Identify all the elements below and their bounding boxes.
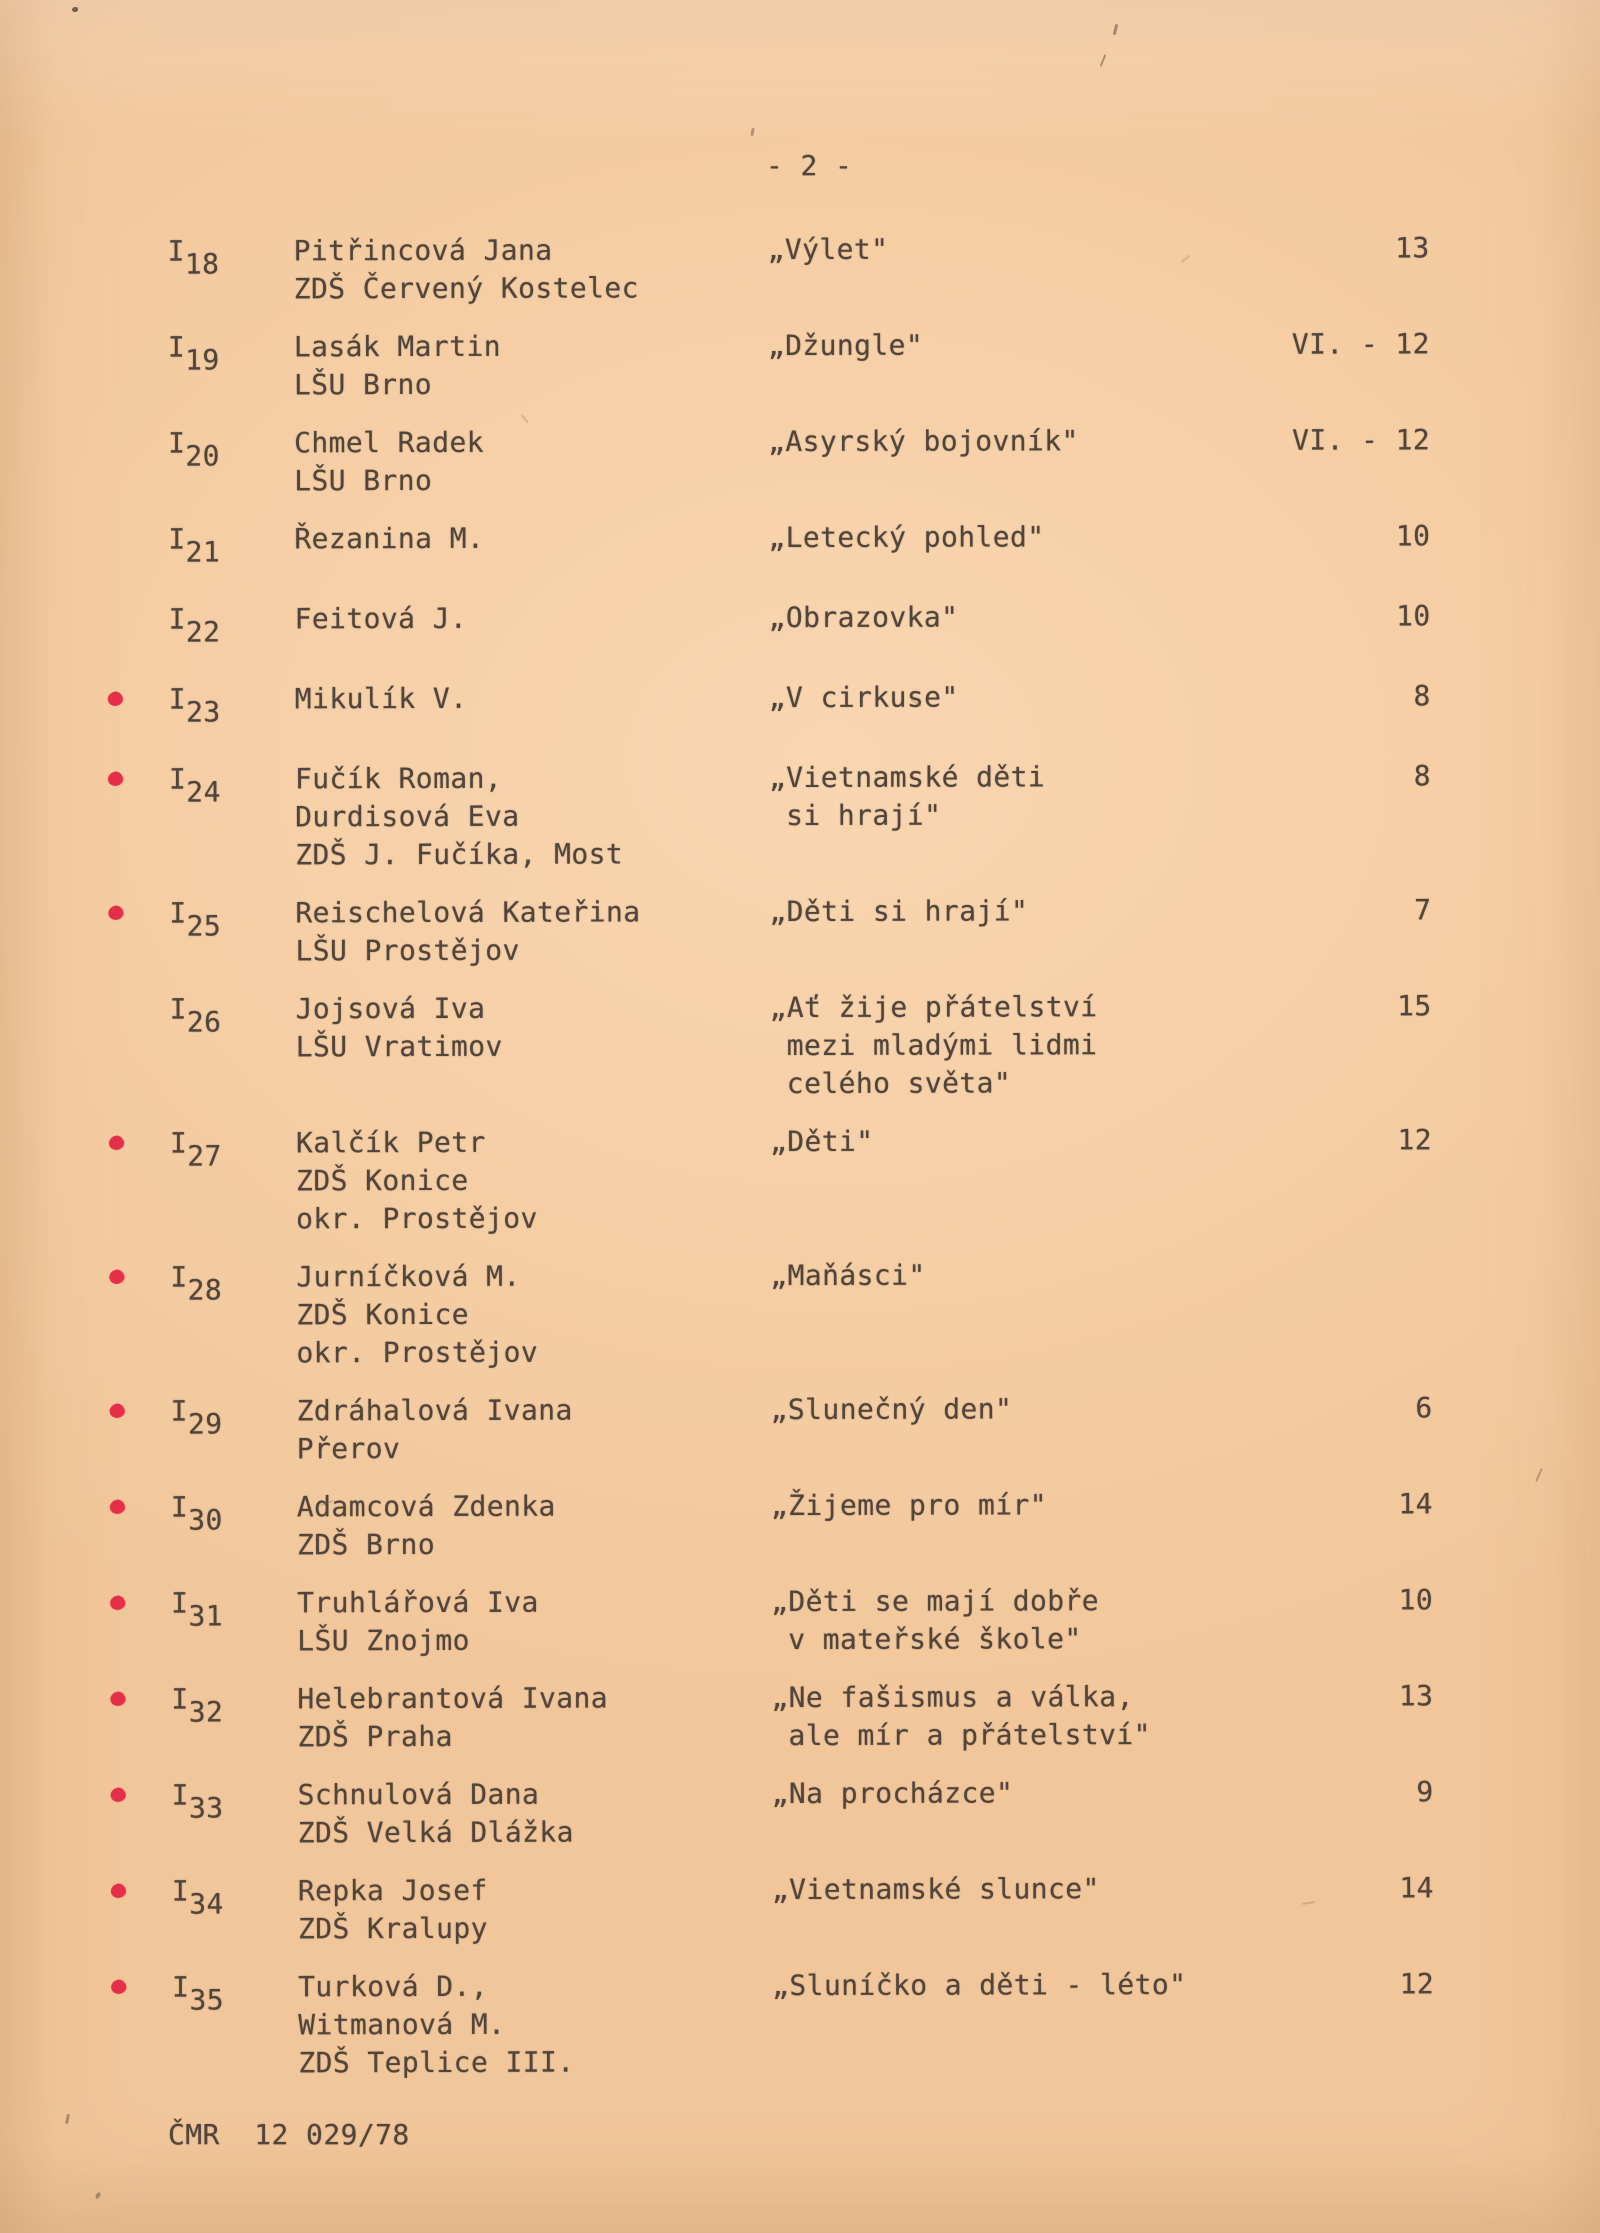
entry-author-school [298,1871,772,1948]
entry-author-school [297,1583,771,1660]
marker-cell [0,1259,170,1373]
entry-index [170,1258,296,1372]
author-line: ZDŠ Červený Kostelec [293,271,639,306]
entry-author-school [298,1775,772,1852]
marker-cell [2,1969,172,2083]
red-marker-dot [107,904,125,921]
entry-artwork-title [772,1774,1272,1851]
entry-author-school [298,1967,772,2082]
entry-score [1270,1255,1440,1369]
entry-row [0,597,1599,649]
entry-index [169,760,295,874]
entry-index-prefix: I [170,1490,189,1524]
entry-artwork-title [769,892,1269,969]
entry-artwork-title [769,758,1269,873]
marker-cell [0,681,169,719]
entry-index-number: 28 [187,1273,223,1307]
paper-speck [72,7,78,12]
title-line: „Děti" [769,1124,874,1159]
author-line: Truhlářová Iva [297,1585,539,1620]
title-line: v mateřské škole" [788,1622,1082,1657]
entry-score: 10 [1398,1583,1434,1617]
title-line: mezi mladými lidmi [786,1028,1098,1063]
marker-cell [1,1585,171,1661]
entry-score: 13 [1395,231,1430,265]
entry-index [172,1776,298,1852]
entry-score: 8 [1413,759,1432,793]
entry-row [0,1121,1600,1239]
marker-cell [0,761,169,875]
entry-row [2,1965,1600,2083]
entry-author-school [294,423,768,500]
title-line: ale mír a přátelství" [788,1718,1151,1753]
entry-artwork-title [771,1486,1271,1563]
entry-index [168,328,294,404]
marker-cell [0,521,168,559]
entry-index [171,1392,297,1468]
marker-cell [0,329,168,405]
entry-index-prefix: I [168,682,187,716]
entry-index-prefix: I [169,1126,188,1160]
entry-author-school [296,1257,770,1372]
entry-index-number: 23 [186,695,221,729]
entry-index-number: 33 [188,1791,224,1825]
entry-artwork-title [772,1966,1272,2081]
paper-speck [1113,24,1119,35]
red-marker-dot [108,1498,126,1515]
author-line: Lasák Martin [293,329,501,364]
entry-author-school [294,519,768,558]
author-line: ZDŠ Velká Dlážka [297,1815,574,1850]
author-line: Řezanina M. [294,521,485,556]
page-number: - 2 - [766,149,853,182]
paper-speck [95,2191,102,2199]
entry-score: 10 [1396,599,1431,633]
marker-cell [0,601,169,639]
marker-cell [0,233,168,309]
title-line: „Výlet" [767,232,889,267]
entry-artwork-title [768,422,1268,499]
author-line: okr. Prostějov [296,1201,538,1236]
author-line: ZDŠ Konice [296,1297,470,1332]
author-line: Jojsová Iva [295,991,486,1026]
entry-artwork-title [771,1390,1271,1467]
entry-index-prefix: I [171,1586,189,1620]
entry-index-prefix: I [168,762,187,796]
author-line: Zdráhalová Ivana [296,1393,573,1428]
marker-cell [0,425,168,501]
title-line: „Ne fašismus a válka, [771,1680,1134,1715]
entry-row [2,1869,1600,1949]
author-line: Helebrantová Ivana [297,1681,609,1716]
entry-score: VI. - 12 [1291,423,1431,457]
entry-artwork-title [772,1870,1272,1947]
title-line: „Děti se mají dobře [771,1584,1100,1619]
entry-index-number: 35 [189,1983,225,2017]
author-line: Durdisová Eva [295,799,520,834]
marker-cell [0,895,169,971]
entry-score: 12 [1399,1967,1435,2001]
entry-index [169,894,295,970]
entry-score: 10 [1395,519,1431,553]
title-line: „V cirkuse" [768,680,959,715]
entry-index [170,1124,296,1238]
entries-list [0,229,1600,2103]
title-line: „Obrazovka" [768,600,959,635]
entry-index-prefix: I [172,1970,190,2004]
red-marker-dot [108,1268,126,1285]
entry-score: 14 [1399,1871,1434,1905]
entry-index [168,600,295,649]
red-marker-dot [107,1134,125,1151]
entry-index-number: 24 [186,775,221,809]
author-line: Schnulová Dana [297,1777,540,1812]
author-line: ZDŠ Praha [297,1719,453,1754]
entry-index [168,520,294,569]
marker-cell [2,1873,172,1949]
entry-index [171,1680,297,1756]
entry-index-prefix: I [171,1874,190,1908]
entry-score: 12 [1397,1123,1432,1157]
title-line: „Maňásci" [770,1258,926,1293]
entry-author-school [297,1391,771,1468]
entry-row [1,1389,1600,1469]
entry-index [171,1488,297,1564]
title-line: „Na procházce" [771,1776,1014,1811]
marker-cell [1,1681,171,1757]
entry-score: 13 [1398,1679,1434,1713]
entry-index-prefix: I [170,1394,188,1428]
entry-score: 15 [1397,989,1432,1023]
entry-index-number: 22 [185,615,221,649]
entry-score: 8 [1413,679,1431,713]
entry-index [172,1872,298,1948]
entry-index-number: 32 [188,1695,224,1729]
entry-row [0,421,1598,501]
paper-speck [65,2114,70,2124]
entry-artwork-title [769,678,1269,717]
red-marker-dot [106,690,124,707]
title-line: „Vietnamské slunce" [771,1872,1100,1907]
entry-artwork-title [770,1256,1270,1371]
entry-artwork-title [770,1122,1270,1237]
author-line: LŠU Brno [294,463,433,498]
entry-index-number: 20 [185,439,220,473]
entry-index [168,424,294,500]
entry-index-number: 31 [188,1599,224,1633]
entry-author-school [296,989,770,1104]
author-line: Pitřincová Jana [293,233,553,268]
author-line: Mikulík V. [294,681,468,716]
marker-cell [1,1489,171,1565]
entry-row [0,229,1598,309]
marker-cell [2,1777,172,1853]
red-marker-dot [109,1594,127,1611]
entry-index [168,232,294,308]
red-marker-dot [107,770,125,787]
red-marker-dot [109,1786,127,1803]
entry-author-school [294,327,768,404]
author-line: Fučík Roman, [294,761,503,796]
entry-artwork-title [768,326,1268,403]
red-marker-dot [108,1402,126,1419]
entry-author-school [295,759,769,874]
marker-cell [1,1393,171,1469]
entry-index-number: 25 [186,909,222,943]
author-line: okr. Prostějov [296,1335,539,1370]
entry-score: VI. - 12 [1291,327,1430,361]
author-line: ZDŠ J. Fučíka, Most [295,837,624,872]
author-line: Jurníčková M. [296,1259,521,1294]
entry-index-prefix: I [168,602,186,636]
entry-row [0,891,1599,971]
entry-index-number: 34 [189,1887,224,1921]
entry-artwork-title [771,1582,1271,1659]
entry-row [0,1255,1600,1373]
title-line: „Sluníčko a děti - léto" [772,1967,1187,2003]
entry-index-prefix: I [170,1260,188,1294]
paper-speck [750,128,754,136]
entry-author-school [295,679,769,718]
entry-author-school [297,1679,771,1756]
entry-row [0,517,1598,569]
entry-row [0,757,1599,875]
entry-index-prefix: I [167,330,186,364]
entry-author-school [297,1487,771,1564]
entry-score: 14 [1398,1487,1433,1521]
title-line: „Slunečný den" [770,1392,1013,1427]
title-line: „Džungle" [767,328,924,363]
entry-index-prefix: I [171,1682,189,1716]
entry-author-school [295,893,769,970]
entry-index [172,1968,298,2082]
author-line: Kalčík Petr [295,1125,486,1160]
entry-index-number: 29 [187,1407,223,1441]
entry-row [0,987,1600,1105]
title-line: si hrají" [786,798,942,833]
author-line: LŠU Prostějov [295,933,520,968]
entry-artwork-title [770,988,1270,1103]
entry-index-number: 19 [185,343,220,377]
entry-author-school [295,599,769,638]
author-line: ZDŠ Kralupy [297,1911,488,1946]
author-line: Reischelová Kateřina [295,895,641,930]
author-line: Adamcová Zdenka [296,1489,556,1524]
title-line: „Asyrský bojovník" [768,424,1079,459]
entry-index-number: 26 [186,1005,222,1039]
marker-cell [0,1125,170,1239]
entry-index [168,680,295,729]
entry-author-school [294,231,768,308]
entry-index-prefix: I [167,234,185,268]
entry-index-prefix: I [169,992,187,1026]
entry-artwork-title [768,518,1268,557]
author-line: LŠU Vratimov [295,1029,503,1064]
entry-index [171,1584,297,1660]
entry-index-prefix: I [168,522,186,556]
entry-index-prefix: I [168,426,186,460]
entry-index-prefix: I [169,896,187,930]
entry-index-number: 21 [185,535,221,569]
title-line: „Žijeme pro mír" [770,1488,1048,1523]
author-line: LŠU Brno [293,367,433,402]
paper-speck [1100,54,1107,67]
entry-index-prefix: I [171,1778,189,1812]
author-line: Witmanová M. [298,2007,506,2042]
red-marker-dot [109,1882,127,1899]
title-line: „Vietnamské děti [768,760,1046,795]
entry-artwork-title [769,598,1269,637]
entry-index [170,990,296,1104]
entry-index-number: 18 [184,247,220,281]
entry-score: 7 [1414,893,1432,927]
entry-row [2,1773,1600,1853]
marker-cell [0,991,170,1105]
author-line: Chmel Radek [294,425,484,460]
author-line: ZDŠ Teplice III. [298,2045,575,2080]
entry-row [1,1581,1600,1661]
red-marker-dot [110,1978,128,1995]
title-line: „Děti si hrají" [769,894,1029,929]
author-line: Přerov [296,1432,401,1466]
title-line: „Ať žije přátelství [769,990,1098,1025]
entry-row [0,677,1599,729]
entry-artwork-title [771,1678,1271,1755]
entry-row [0,325,1598,405]
red-marker-dot [109,1690,127,1707]
author-line: Feitová J. [294,601,468,636]
author-line: Repka Josef [297,1873,488,1908]
author-line: ZDŠ Brno [296,1527,436,1562]
entry-row [1,1485,1600,1565]
entry-row [1,1677,1600,1757]
title-line: „Letecký pohled" [768,520,1045,555]
author-line: ZDŠ Konice [295,1163,469,1198]
footer-reference: ČMR 12 029/78 [168,2118,410,2151]
author-line: Turková D., [298,1969,489,2004]
entry-author-school [296,1123,770,1238]
entry-index-number: 27 [187,1139,222,1173]
author-line: LŠU Znojmo [297,1623,470,1658]
entry-score: 6 [1415,1391,1433,1425]
entry-score: 9 [1416,1775,1434,1809]
entry-index-number: 30 [188,1503,223,1537]
entry-artwork-title [768,230,1268,307]
title-line: celého světa" [786,1066,1012,1101]
